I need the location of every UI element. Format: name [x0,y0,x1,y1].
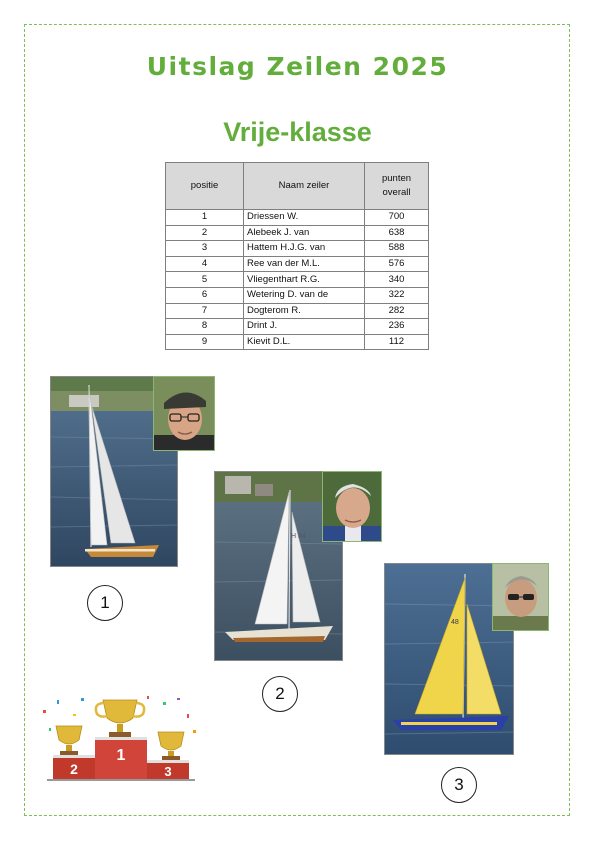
cell-points: 112 [365,334,429,350]
cell-points: 588 [365,241,429,257]
cell-name: Hattem H.J.G. van [244,241,365,257]
cell-name: Ree van der M.L. [244,256,365,272]
cell-points: 576 [365,256,429,272]
cell-position: 9 [166,334,244,350]
sailor-1-portrait [154,377,215,451]
header-name: Naam zeiler [244,163,365,210]
cell-name: Driessen W. [244,210,365,226]
sailor-3-portrait [493,564,549,631]
cell-position: 7 [166,303,244,319]
cell-name: Drint J. [244,319,365,335]
podium-step-label: 2 [70,761,78,777]
table-row [166,256,429,272]
header-points-line1: punten [381,173,412,184]
podium-step-label: 1 [116,747,126,764]
sailor-photo-1 [153,376,215,451]
sail-mark-2: H 34 [291,533,306,540]
podium-step-label: 3 [164,764,172,779]
cell-name: Kievit D.L. [244,334,365,350]
class-title: Vrije-klasse [223,117,372,147]
podium-illustration [37,694,203,784]
cell-name: Dogterom R. [244,303,365,319]
podium-trophies-graphic [37,694,203,784]
cell-position: 4 [166,256,244,272]
cell-name: Vliegenthart R.G. [244,272,365,288]
cell-position: 3 [166,241,244,257]
header-points-line2: overall [382,187,411,198]
table-row [166,334,429,350]
cell-name: Alebeek J. van [244,225,365,241]
table-header-row [166,163,429,210]
table-row [166,303,429,319]
sailor-photo-2 [322,471,382,542]
results-table [165,162,429,350]
rank-badge-1: 1 [87,585,123,621]
cell-position: 1 [166,210,244,226]
page-title: Uitslag Zeilen 2025 [146,52,449,81]
cell-points: 700 [365,210,429,226]
table-row [166,319,429,335]
rank-badge-2: 2 [262,676,298,712]
sailor-photo-3 [492,563,549,631]
cell-points: 282 [365,303,429,319]
cell-points: 322 [365,287,429,303]
cell-position: 2 [166,225,244,241]
trophy-bronze-icon [158,732,184,760]
table-row [166,241,429,257]
rank-badge-3: 3 [441,767,477,803]
table-row [166,210,429,226]
sail-mark-3: 48 [451,619,459,626]
cell-position: 8 [166,319,244,335]
table-row [166,272,429,288]
cell-name: Wetering D. van de [244,287,365,303]
cell-position: 5 [166,272,244,288]
header-points [365,163,429,210]
header-position: positie [166,163,244,210]
trophy-gold-icon [96,700,144,737]
cell-points: 638 [365,225,429,241]
table-row [166,287,429,303]
cell-points: 236 [365,319,429,335]
table-row [166,225,429,241]
sailor-2-portrait [323,472,382,542]
trophy-silver-icon [56,726,82,755]
cell-points: 340 [365,272,429,288]
cell-position: 6 [166,287,244,303]
